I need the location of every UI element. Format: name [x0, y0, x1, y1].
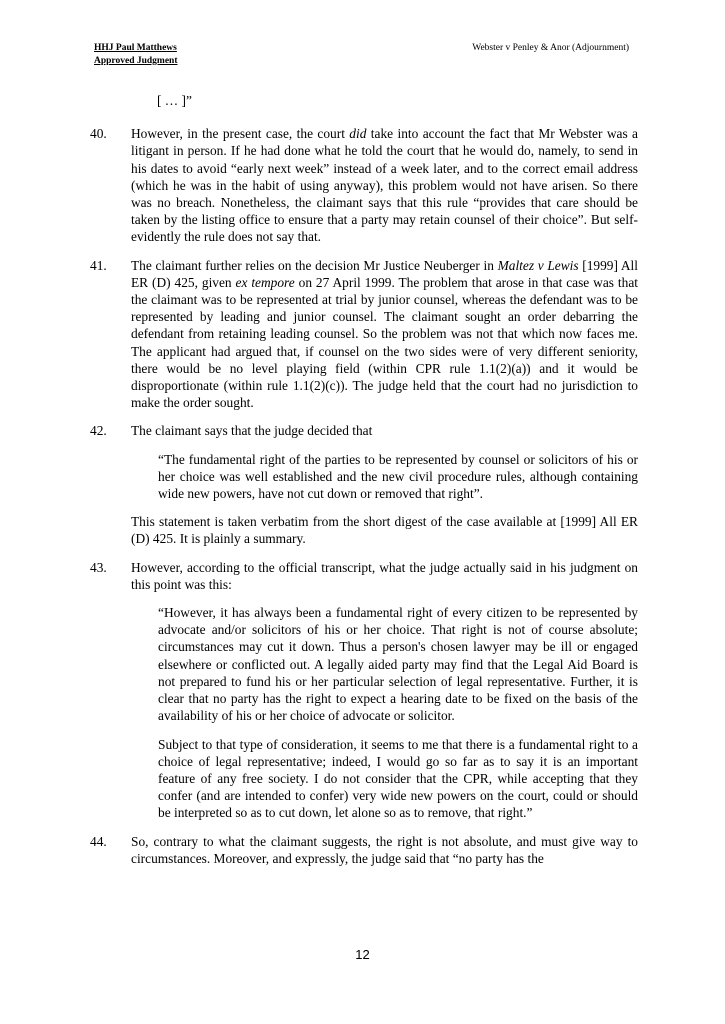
paragraph-44 — [90, 833, 638, 867]
paragraph-text — [131, 257, 638, 412]
text-run: The claimant further relies on the decision Mr Justice Neuberger in — [131, 257, 498, 273]
quote-elision: [ … ]” — [157, 93, 192, 108]
paragraph-40 — [90, 125, 638, 245]
paragraph-number: 40. — [90, 126, 107, 142]
block-quote: “The fundamental right of the parties to be represented by counsel or solicitors of his or her choice was well established and the new civil procedure rules, although containing wide new powers, have not cut down or removed that right”. — [158, 451, 638, 502]
text-run: [1999] All ER (D) 425, given — [131, 257, 638, 290]
text-run: on 27 April 1999. The problem that arose in that case was that the claimant was to be represented at trial by junior counsel, whereas the defendant was to be represented by leading and junior counsel. The claimant sought an order debarring the defendant from retaining leading counsel. So the problem was not that which now faces me. The applicant had argued that, if counsel on the two sides were of very different seniority, there would be no level playing field (within CPR rule 1.1(2)(a)) and it would be disproportionate (within rule 1.1(2)(c)). The judge held that the court had no jurisdiction to make the order sought. — [131, 274, 638, 411]
block-quote: “However, it has always been a fundamental right of every citizen to be represented by advocate and/or solicitors of his or her choice. That right is not of course absolute; circumstances may cut it down. Thus a person's chosen lawyer may be ill or engaged elsewhere or conflicted out. A legally aided party may find that the Legal Aid Board is not prepared to fund his or her particular selection of legal representative. Further, it is clear that no party has the right to expect a hearing date to be fixed on the basis of the availability of his or her choice of advocate or solicitor. — [158, 605, 638, 724]
paragraph-text — [131, 125, 638, 245]
paragraph-42 — [90, 422, 638, 547]
paragraph-number: 42. — [90, 423, 107, 439]
judgment-status: Approved Judgment — [94, 55, 178, 66]
emphasis-text: did — [349, 126, 367, 142]
paragraph-text: This statement is taken verbatim from the short digest of the case available at [1999] All ER (D) 425. It is plainly a summary. — [131, 514, 638, 547]
document-body — [90, 92, 638, 878]
paragraph-text: So, contrary to what the claimant suggests, the right is not absolute, and must give way to circumstances. Moreover, and expressly, the judge said that “no party has the — [131, 833, 638, 866]
paragraph-number: 41. — [90, 257, 107, 273]
latin-term: ex tempore — [235, 274, 295, 290]
page-header-left — [94, 42, 178, 67]
judge-name: HHJ Paul Matthews — [94, 43, 177, 53]
case-title: Webster v Penley & Anor (Adjournment) — [472, 43, 629, 53]
paragraph-text: The claimant says that the judge decided that — [131, 423, 373, 439]
paragraph-text: However, according to the official transcript, what the judge actually said in his judgment on this point was this: — [131, 559, 638, 592]
paragraph-43 — [90, 559, 638, 822]
text-run: However, in the present case, the court — [131, 126, 350, 142]
case-name: Maltez v Lewis — [497, 257, 579, 273]
page-number: 12 — [355, 947, 370, 962]
block-quote: Subject to that type of consideration, it seems to me that there is a fundamental right to a choice of legal representative; indeed, I would go so far as to say it is an important feature of any free society. I do not consider that the CPR, while accepting that they confer (and are intended to confer) very wide new powers on the court, could or should be interpreted so as to cut down, let alone so as to remove, that right.” — [158, 736, 638, 821]
paragraph-number: 44. — [90, 833, 107, 849]
text-run: take into account the fact that Mr Webster was a litigant in person. If he had done what he told the court that he would do, namely, to send in his dates to avoid “early next week” instead of a week later, and to the correct email address (which he was in the habit of using anyway), this problem would not have arisen. So there was no breach. Nonetheless, the claimant says that this rule “provides that care should be taken by the listing office to ensure that a party may retain counsel of their choice”. But self-evidently the rule does not say that. — [131, 126, 638, 245]
paragraph-number: 43. — [90, 559, 107, 575]
paragraph-41 — [90, 257, 638, 412]
